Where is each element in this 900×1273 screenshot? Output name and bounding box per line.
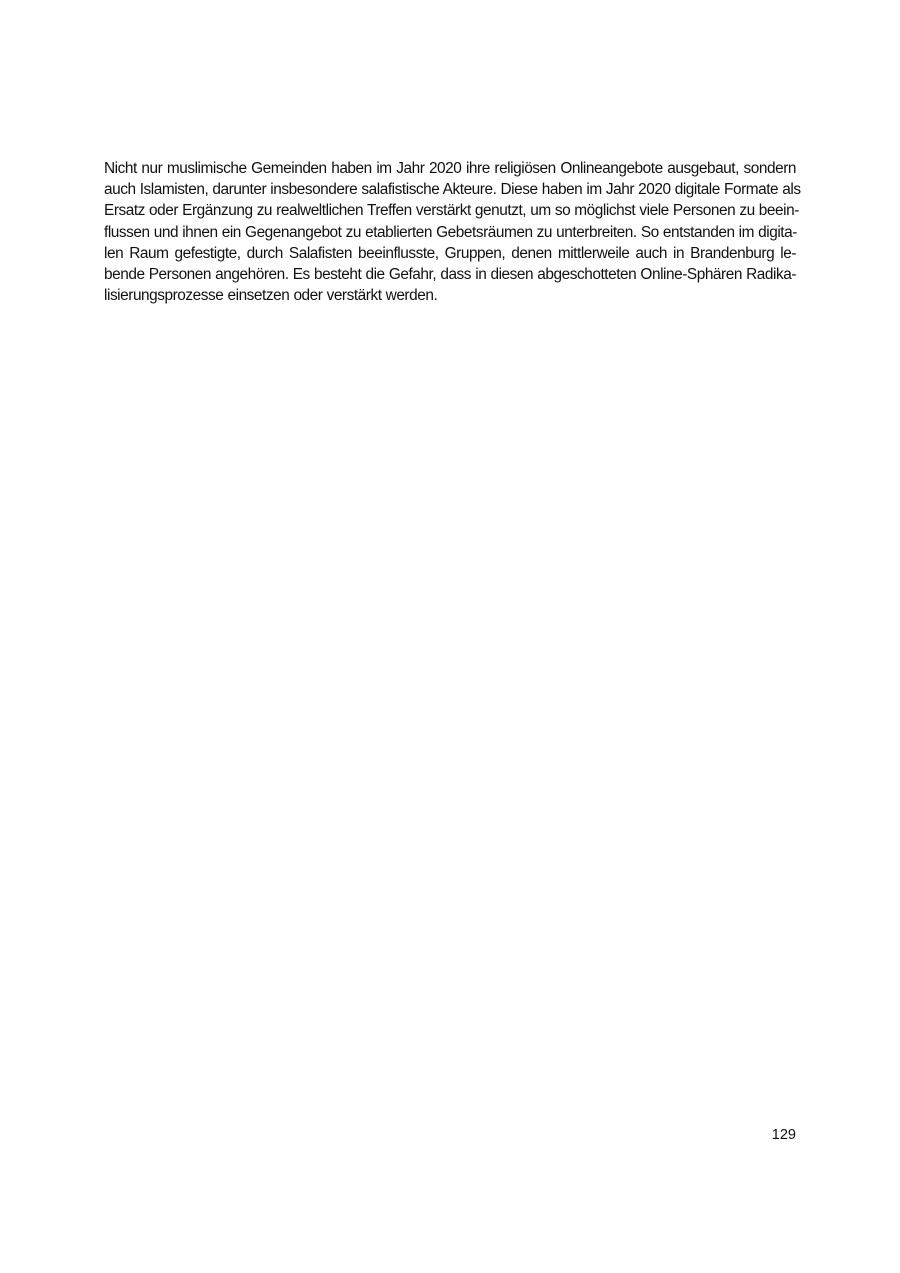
paragraph-line: Nicht nur muslimische Gemeinden haben im Jahr 2020 ihre religiösen Onlineangebote ausgebaut, sondern — [104, 160, 796, 177]
paragraph-line: bende Personen angehören. Es besteht die Gefahr, dass in diesen abgeschotteten Online-Sphären Radika- — [104, 266, 796, 284]
page-number: 129 — [771, 1127, 796, 1143]
paragraph-line: auch Islamisten, darunter insbesondere salafistische Akteure. Diese haben im Jahr 2020 digitale Formate als — [104, 181, 801, 199]
body-paragraph — [104, 158, 801, 306]
paragraph-line: Ersatz oder Ergänzung zu realweltlichen Treffen verstärkt genutzt, um so möglichst viele Personen zu beein- — [104, 202, 799, 220]
paragraph-line: lisierungsprozesse einsetzen oder verstärkt werden. — [104, 287, 438, 305]
paragraph-line: len Raum gefestigte, durch Salafisten beeinflusste, Gruppen, denen mittlerweile auch in Brandenburg le- — [104, 244, 796, 262]
paragraph-line: flussen und ihnen ein Gegenangebot zu etablierten Gebetsräumen zu unterbreiten. So entstanden im digita- — [104, 223, 797, 241]
